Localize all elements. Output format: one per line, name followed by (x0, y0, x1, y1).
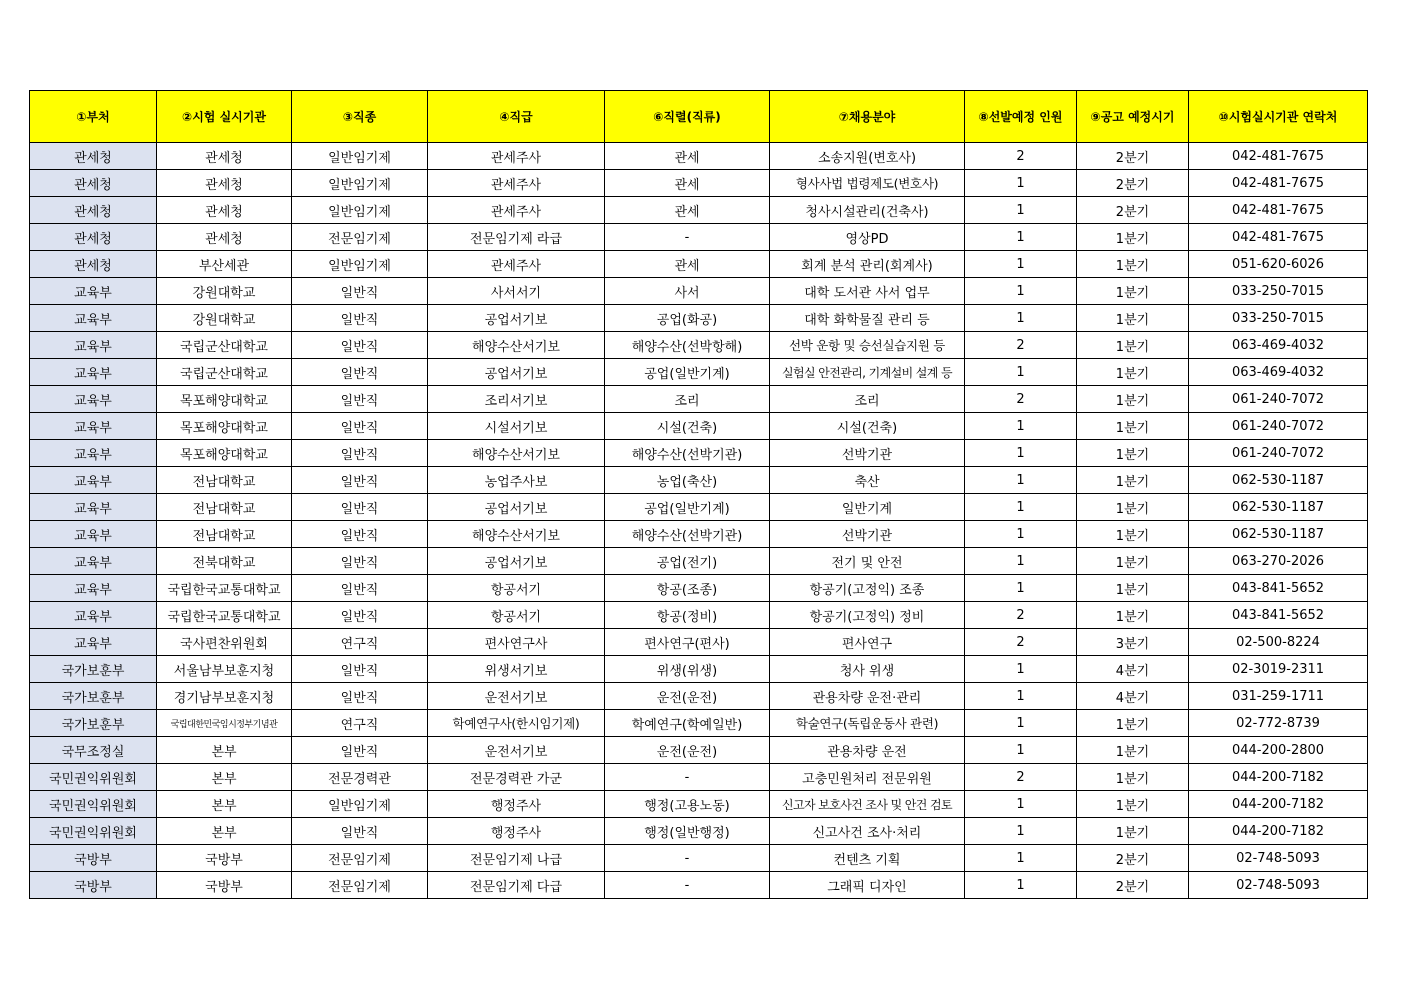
header-notice-period: ⑨공고 예정시기 (1077, 91, 1189, 143)
cell-job-series: 항공(조종) (605, 575, 770, 602)
cell-contact: 02-748-5093 (1189, 872, 1368, 899)
cell-notice-period: 2분기 (1077, 170, 1189, 197)
table-row (30, 494, 1368, 521)
cell-job-type: 일반직 (292, 278, 428, 305)
table-row (30, 791, 1368, 818)
cell-exam-agency: 강원대학교 (157, 278, 292, 305)
cell-headcount: 1 (965, 656, 1077, 683)
cell-contact: 042-481-7675 (1189, 224, 1368, 251)
cell-job-type: 일반직 (292, 494, 428, 521)
cell-exam-agency: 국방부 (157, 872, 292, 899)
cell-grade: 전문임기제 다급 (428, 872, 605, 899)
cell-headcount: 2 (965, 602, 1077, 629)
cell-job-type: 일반직 (292, 332, 428, 359)
cell-headcount: 1 (965, 791, 1077, 818)
cell-contact: 02-748-5093 (1189, 845, 1368, 872)
table-row (30, 656, 1368, 683)
cell-ministry: 국민권익위원회 (30, 818, 157, 845)
cell-job-type: 일반직 (292, 440, 428, 467)
cell-job-type: 전문임기제 (292, 845, 428, 872)
cell-job-series: - (605, 224, 770, 251)
cell-notice-period: 1분기 (1077, 467, 1189, 494)
cell-grade: 공업서기보 (428, 305, 605, 332)
cell-exam-agency: 관세청 (157, 197, 292, 224)
table-row (30, 710, 1368, 737)
cell-job-type: 일반직 (292, 467, 428, 494)
cell-notice-period: 2분기 (1077, 845, 1189, 872)
cell-job-series: 관세 (605, 251, 770, 278)
cell-grade: 조리서기보 (428, 386, 605, 413)
cell-grade: 전문임기제 나급 (428, 845, 605, 872)
cell-grade: 운전서기보 (428, 683, 605, 710)
cell-ministry: 관세청 (30, 143, 157, 170)
cell-notice-period: 1분기 (1077, 737, 1189, 764)
cell-contact: 042-481-7675 (1189, 143, 1368, 170)
cell-hiring-field: 편사연구 (770, 629, 965, 656)
cell-notice-period: 1분기 (1077, 359, 1189, 386)
cell-grade: 관세주사 (428, 251, 605, 278)
cell-ministry: 교육부 (30, 548, 157, 575)
cell-hiring-field: 선박기관 (770, 440, 965, 467)
table-row (30, 278, 1368, 305)
table-row (30, 764, 1368, 791)
cell-headcount: 1 (965, 737, 1077, 764)
cell-job-type: 일반임기제 (292, 170, 428, 197)
cell-job-series: 해양수산(선박기관) (605, 440, 770, 467)
cell-contact: 042-481-7675 (1189, 170, 1368, 197)
cell-notice-period: 1분기 (1077, 764, 1189, 791)
cell-exam-agency: 부산세관 (157, 251, 292, 278)
cell-hiring-field: 전기 및 안전 (770, 548, 965, 575)
cell-notice-period: 1분기 (1077, 710, 1189, 737)
cell-job-type: 전문경력관 (292, 764, 428, 791)
cell-ministry: 교육부 (30, 521, 157, 548)
cell-headcount: 1 (965, 224, 1077, 251)
header-row (30, 91, 1368, 143)
cell-notice-period: 1분기 (1077, 521, 1189, 548)
header-exam-agency: ②시험 실시기관 (157, 91, 292, 143)
cell-grade: 항공서기 (428, 602, 605, 629)
cell-exam-agency: 전남대학교 (157, 494, 292, 521)
cell-headcount: 1 (965, 170, 1077, 197)
cell-exam-agency: 국립군산대학교 (157, 359, 292, 386)
cell-hiring-field: 형사사법 법령제도(변호사) (770, 170, 965, 197)
cell-hiring-field: 항공기(고정익) 정비 (770, 602, 965, 629)
cell-exam-agency: 본부 (157, 737, 292, 764)
cell-grade: 관세주사 (428, 170, 605, 197)
cell-hiring-field: 일반기계 (770, 494, 965, 521)
cell-job-series: 해양수산(선박항해) (605, 332, 770, 359)
cell-hiring-field: 학술연구(독립운동사 관련) (770, 710, 965, 737)
cell-job-series: 행정(고용노동) (605, 791, 770, 818)
cell-job-type: 전문임기제 (292, 224, 428, 251)
table-row (30, 440, 1368, 467)
recruitment-table (29, 90, 1368, 899)
table-row (30, 224, 1368, 251)
cell-exam-agency: 목포해양대학교 (157, 413, 292, 440)
cell-ministry: 교육부 (30, 278, 157, 305)
cell-notice-period: 4분기 (1077, 683, 1189, 710)
cell-hiring-field: 선박 운항 및 승선실습지원 등 (770, 332, 965, 359)
cell-headcount: 1 (965, 278, 1077, 305)
cell-job-type: 일반직 (292, 521, 428, 548)
table-row (30, 332, 1368, 359)
cell-job-series: 편사연구(편사) (605, 629, 770, 656)
header-job-type: ③직종 (292, 91, 428, 143)
cell-notice-period: 1분기 (1077, 818, 1189, 845)
cell-grade: 관세주사 (428, 143, 605, 170)
cell-grade: 항공서기 (428, 575, 605, 602)
cell-hiring-field: 실험실 안전관리, 기계설비 설계 등 (770, 359, 965, 386)
cell-hiring-field: 신고자 보호사건 조사 및 안건 검토 (770, 791, 965, 818)
cell-job-type: 일반직 (292, 359, 428, 386)
table-row (30, 629, 1368, 656)
cell-job-series: 사서 (605, 278, 770, 305)
cell-contact: 062-530-1187 (1189, 494, 1368, 521)
cell-ministry: 국방부 (30, 845, 157, 872)
header-contact: ⑩시험실시기관 연락처 (1189, 91, 1368, 143)
cell-headcount: 1 (965, 197, 1077, 224)
table-row (30, 737, 1368, 764)
table-row (30, 305, 1368, 332)
table-row (30, 683, 1368, 710)
cell-job-type: 일반직 (292, 305, 428, 332)
cell-headcount: 1 (965, 683, 1077, 710)
cell-headcount: 1 (965, 548, 1077, 575)
cell-contact: 033-250-7015 (1189, 305, 1368, 332)
cell-exam-agency: 국사편찬위원회 (157, 629, 292, 656)
table-row (30, 197, 1368, 224)
cell-job-series: 조리 (605, 386, 770, 413)
cell-grade: 행정주사 (428, 818, 605, 845)
cell-exam-agency: 목포해양대학교 (157, 440, 292, 467)
cell-notice-period: 1분기 (1077, 386, 1189, 413)
cell-notice-period: 4분기 (1077, 656, 1189, 683)
cell-contact: 044-200-7182 (1189, 818, 1368, 845)
cell-ministry: 교육부 (30, 629, 157, 656)
cell-hiring-field: 축산 (770, 467, 965, 494)
cell-ministry: 교육부 (30, 602, 157, 629)
cell-exam-agency: 전북대학교 (157, 548, 292, 575)
cell-contact: 02-3019-2311 (1189, 656, 1368, 683)
cell-exam-agency: 목포해양대학교 (157, 386, 292, 413)
cell-headcount: 1 (965, 575, 1077, 602)
cell-headcount: 2 (965, 332, 1077, 359)
cell-grade: 해양수산서기보 (428, 521, 605, 548)
cell-contact: 031-259-1711 (1189, 683, 1368, 710)
cell-ministry: 교육부 (30, 359, 157, 386)
cell-job-series: 운전(운전) (605, 683, 770, 710)
cell-job-series: 관세 (605, 143, 770, 170)
cell-job-series: - (605, 872, 770, 899)
cell-exam-agency: 본부 (157, 764, 292, 791)
cell-ministry: 관세청 (30, 197, 157, 224)
cell-job-type: 일반임기제 (292, 791, 428, 818)
cell-ministry: 국민권익위원회 (30, 791, 157, 818)
cell-grade: 전문임기제 라급 (428, 224, 605, 251)
table-row (30, 359, 1368, 386)
cell-hiring-field: 시설(건축) (770, 413, 965, 440)
cell-job-series: - (605, 764, 770, 791)
cell-exam-agency: 본부 (157, 791, 292, 818)
cell-job-type: 일반직 (292, 683, 428, 710)
cell-job-type: 일반임기제 (292, 251, 428, 278)
cell-hiring-field: 소송지원(변호사) (770, 143, 965, 170)
cell-headcount: 1 (965, 440, 1077, 467)
cell-job-type: 연구직 (292, 710, 428, 737)
table-row (30, 575, 1368, 602)
cell-exam-agency: 국립대한민국임시정부기념관 (157, 710, 292, 737)
header-headcount: ⑧선발예정 인원 (965, 91, 1077, 143)
header-ministry: ①부처 (30, 91, 157, 143)
cell-contact: 044-200-7182 (1189, 791, 1368, 818)
cell-notice-period: 1분기 (1077, 413, 1189, 440)
cell-notice-period: 3분기 (1077, 629, 1189, 656)
cell-exam-agency: 본부 (157, 818, 292, 845)
cell-job-type: 일반직 (292, 602, 428, 629)
cell-job-series: - (605, 845, 770, 872)
cell-contact: 043-841-5652 (1189, 575, 1368, 602)
cell-contact: 063-469-4032 (1189, 332, 1368, 359)
cell-exam-agency: 서울남부보훈지청 (157, 656, 292, 683)
cell-contact: 043-841-5652 (1189, 602, 1368, 629)
cell-contact: 042-481-7675 (1189, 197, 1368, 224)
cell-notice-period: 1분기 (1077, 548, 1189, 575)
cell-hiring-field: 고충민원처리 전문위원 (770, 764, 965, 791)
cell-ministry: 관세청 (30, 170, 157, 197)
cell-contact: 044-200-7182 (1189, 764, 1368, 791)
cell-exam-agency: 강원대학교 (157, 305, 292, 332)
cell-job-series: 학예연구(학예일반) (605, 710, 770, 737)
table-row (30, 143, 1368, 170)
cell-exam-agency: 국립군산대학교 (157, 332, 292, 359)
cell-notice-period: 1분기 (1077, 224, 1189, 251)
cell-headcount: 1 (965, 413, 1077, 440)
cell-job-type: 일반직 (292, 737, 428, 764)
cell-job-type: 일반직 (292, 656, 428, 683)
table-row (30, 845, 1368, 872)
cell-grade: 학예연구사(한시임기제) (428, 710, 605, 737)
cell-contact: 063-469-4032 (1189, 359, 1368, 386)
cell-job-series: 공업(일반기계) (605, 359, 770, 386)
table-header (30, 91, 1368, 143)
cell-job-type: 일반직 (292, 548, 428, 575)
cell-job-type: 일반직 (292, 413, 428, 440)
table-row (30, 467, 1368, 494)
cell-job-series: 관세 (605, 170, 770, 197)
cell-contact: 062-530-1187 (1189, 521, 1368, 548)
cell-headcount: 1 (965, 818, 1077, 845)
cell-job-series: 공업(일반기계) (605, 494, 770, 521)
cell-ministry: 교육부 (30, 332, 157, 359)
cell-contact: 044-200-2800 (1189, 737, 1368, 764)
cell-hiring-field: 그래픽 디자인 (770, 872, 965, 899)
cell-notice-period: 1분기 (1077, 602, 1189, 629)
cell-job-series: 시설(건축) (605, 413, 770, 440)
cell-exam-agency: 관세청 (157, 170, 292, 197)
cell-notice-period: 1분기 (1077, 440, 1189, 467)
cell-ministry: 교육부 (30, 440, 157, 467)
cell-job-series: 관세 (605, 197, 770, 224)
cell-notice-period: 1분기 (1077, 791, 1189, 818)
cell-grade: 위생서기보 (428, 656, 605, 683)
table-row (30, 251, 1368, 278)
cell-hiring-field: 선박기관 (770, 521, 965, 548)
cell-headcount: 1 (965, 251, 1077, 278)
cell-hiring-field: 신고사건 조사·처리 (770, 818, 965, 845)
cell-ministry: 교육부 (30, 305, 157, 332)
cell-notice-period: 2분기 (1077, 143, 1189, 170)
cell-ministry: 국가보훈부 (30, 656, 157, 683)
cell-job-type: 일반임기제 (292, 197, 428, 224)
cell-grade: 농업주사보 (428, 467, 605, 494)
table-body (30, 143, 1368, 899)
cell-hiring-field: 영상PD (770, 224, 965, 251)
cell-ministry: 교육부 (30, 575, 157, 602)
cell-ministry: 교육부 (30, 467, 157, 494)
cell-ministry: 교육부 (30, 413, 157, 440)
cell-job-series: 공업(화공) (605, 305, 770, 332)
cell-headcount: 2 (965, 386, 1077, 413)
table-row (30, 872, 1368, 899)
cell-exam-agency: 전남대학교 (157, 467, 292, 494)
cell-ministry: 국방부 (30, 872, 157, 899)
cell-headcount: 1 (965, 494, 1077, 521)
cell-hiring-field: 회계 분석 관리(회계사) (770, 251, 965, 278)
cell-hiring-field: 관용차량 운전 (770, 737, 965, 764)
cell-job-type: 일반직 (292, 575, 428, 602)
cell-exam-agency: 전남대학교 (157, 521, 292, 548)
cell-ministry: 국가보훈부 (30, 710, 157, 737)
cell-hiring-field: 대학 도서관 사서 업무 (770, 278, 965, 305)
cell-ministry: 교육부 (30, 386, 157, 413)
cell-headcount: 1 (965, 845, 1077, 872)
cell-grade: 행정주사 (428, 791, 605, 818)
cell-exam-agency: 관세청 (157, 224, 292, 251)
table-row (30, 170, 1368, 197)
cell-job-type: 일반직 (292, 818, 428, 845)
cell-notice-period: 1분기 (1077, 278, 1189, 305)
cell-headcount: 1 (965, 521, 1077, 548)
cell-grade: 해양수산서기보 (428, 440, 605, 467)
cell-ministry: 국가보훈부 (30, 683, 157, 710)
cell-headcount: 1 (965, 872, 1077, 899)
cell-notice-period: 2분기 (1077, 872, 1189, 899)
cell-notice-period: 1분기 (1077, 575, 1189, 602)
cell-hiring-field: 관용차량 운전·관리 (770, 683, 965, 710)
cell-hiring-field: 청사 위생 (770, 656, 965, 683)
cell-job-type: 일반직 (292, 386, 428, 413)
cell-ministry: 국민권익위원회 (30, 764, 157, 791)
cell-exam-agency: 국방부 (157, 845, 292, 872)
cell-notice-period: 1분기 (1077, 305, 1189, 332)
cell-contact: 061-240-7072 (1189, 386, 1368, 413)
cell-ministry: 국무조정실 (30, 737, 157, 764)
cell-job-series: 공업(전기) (605, 548, 770, 575)
cell-headcount: 1 (965, 710, 1077, 737)
cell-ministry: 관세청 (30, 251, 157, 278)
cell-grade: 공업서기보 (428, 548, 605, 575)
cell-exam-agency: 관세청 (157, 143, 292, 170)
cell-exam-agency: 국립한국교통대학교 (157, 575, 292, 602)
cell-exam-agency: 경기남부보훈지청 (157, 683, 292, 710)
cell-hiring-field: 조리 (770, 386, 965, 413)
cell-job-type: 일반임기제 (292, 143, 428, 170)
cell-exam-agency: 국립한국교통대학교 (157, 602, 292, 629)
cell-grade: 운전서기보 (428, 737, 605, 764)
table-row (30, 413, 1368, 440)
cell-grade: 사서서기 (428, 278, 605, 305)
cell-contact: 02-500-8224 (1189, 629, 1368, 656)
cell-grade: 전문경력관 가군 (428, 764, 605, 791)
table-row (30, 818, 1368, 845)
cell-headcount: 1 (965, 359, 1077, 386)
header-grade: ④직급 (428, 91, 605, 143)
cell-grade: 공업서기보 (428, 494, 605, 521)
cell-grade: 공업서기보 (428, 359, 605, 386)
cell-notice-period: 1분기 (1077, 251, 1189, 278)
cell-job-type: 전문임기제 (292, 872, 428, 899)
header-hiring-field: ⑦채용분야 (770, 91, 965, 143)
cell-contact: 061-240-7072 (1189, 440, 1368, 467)
cell-grade: 편사연구사 (428, 629, 605, 656)
cell-job-series: 행정(일반행정) (605, 818, 770, 845)
cell-ministry: 관세청 (30, 224, 157, 251)
cell-contact: 063-270-2026 (1189, 548, 1368, 575)
table-row (30, 548, 1368, 575)
cell-notice-period: 2분기 (1077, 197, 1189, 224)
cell-hiring-field: 청사시설관리(건축사) (770, 197, 965, 224)
table-row (30, 521, 1368, 548)
cell-headcount: 2 (965, 629, 1077, 656)
header-job-series: ⑥직렬(직류) (605, 91, 770, 143)
cell-job-series: 운전(운전) (605, 737, 770, 764)
cell-job-type: 연구직 (292, 629, 428, 656)
cell-contact: 061-240-7072 (1189, 413, 1368, 440)
cell-headcount: 1 (965, 467, 1077, 494)
cell-hiring-field: 대학 화학물질 관리 등 (770, 305, 965, 332)
cell-headcount: 2 (965, 764, 1077, 791)
cell-job-series: 해양수산(선박기관) (605, 521, 770, 548)
cell-headcount: 1 (965, 305, 1077, 332)
cell-contact: 062-530-1187 (1189, 467, 1368, 494)
cell-grade: 시설서기보 (428, 413, 605, 440)
cell-contact: 02-772-8739 (1189, 710, 1368, 737)
cell-job-series: 농업(축산) (605, 467, 770, 494)
cell-job-series: 위생(위생) (605, 656, 770, 683)
cell-hiring-field: 항공기(고정익) 조종 (770, 575, 965, 602)
cell-grade: 해양수산서기보 (428, 332, 605, 359)
table-row (30, 386, 1368, 413)
cell-contact: 033-250-7015 (1189, 278, 1368, 305)
cell-grade: 관세주사 (428, 197, 605, 224)
cell-notice-period: 1분기 (1077, 332, 1189, 359)
cell-notice-period: 1분기 (1077, 494, 1189, 521)
cell-ministry: 교육부 (30, 494, 157, 521)
table-row (30, 602, 1368, 629)
recruitment-sheet (29, 90, 1368, 899)
cell-headcount: 2 (965, 143, 1077, 170)
cell-job-series: 항공(정비) (605, 602, 770, 629)
cell-contact: 051-620-6026 (1189, 251, 1368, 278)
cell-hiring-field: 컨텐츠 기획 (770, 845, 965, 872)
